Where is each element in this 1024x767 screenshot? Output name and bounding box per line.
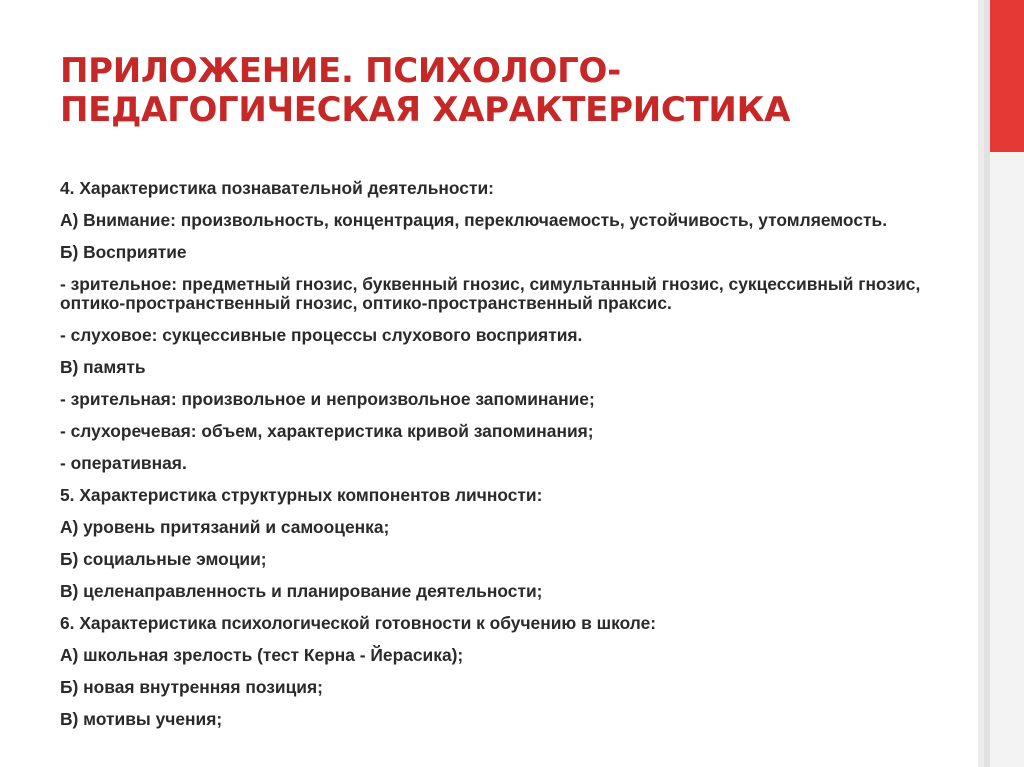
paragraph: В) память (60, 356, 146, 377)
paragraph: - слухоречевая: объем, характеристика кривой запоминания; (60, 420, 594, 441)
paragraph: А) школьная зрелость (тест Керна - Йерасика); (60, 644, 464, 665)
paragraph: - зрительная: произвольное и непроизвольное запоминание; (60, 388, 595, 409)
paragraph: А) уровень притязаний и самооценка; (60, 516, 390, 537)
paragraph: А) Внимание: произвольность, концентрация, переключаемость, устойчивость, утомляемость. (60, 210, 888, 230)
paragraph: Б) новая внутренняя позиция; (60, 676, 323, 697)
page-corner-decoration (974, 0, 1024, 767)
paragraph: 4. Характеристика познавательной деятельности: (60, 178, 494, 198)
paragraph: 6. Характеристика психологической готовности к обучению в школе: (60, 612, 657, 633)
page-title: ПРИЛОЖЕНИЕ. ПСИХОЛОГО-ПЕДАГОГИЧЕСКАЯ ХАРАКТЕРИСТИКА (60, 51, 791, 130)
paragraph: Б) Восприятие (60, 242, 187, 262)
paragraph: Б) социальные эмоции; (60, 548, 267, 569)
paragraph: В) целенаправленность и планирование деятельности; (60, 580, 543, 601)
paragraph: - слуховое: сукцессивные процессы слухового восприятия. (60, 324, 583, 345)
paragraph: - зрительное: предметный гнозис, буквенный гнозис, симультанный гнозис, сукцессивный гнозис, оптико-пространственный гнозис, оптико-пространственный праксис. (60, 274, 921, 313)
paragraph: В) мотивы учения; (60, 708, 223, 729)
paragraph: 5. Характеристика структурных компонентов личности: (60, 484, 543, 505)
paragraph: - оперативная. (60, 452, 187, 473)
content-body (60, 179, 940, 742)
